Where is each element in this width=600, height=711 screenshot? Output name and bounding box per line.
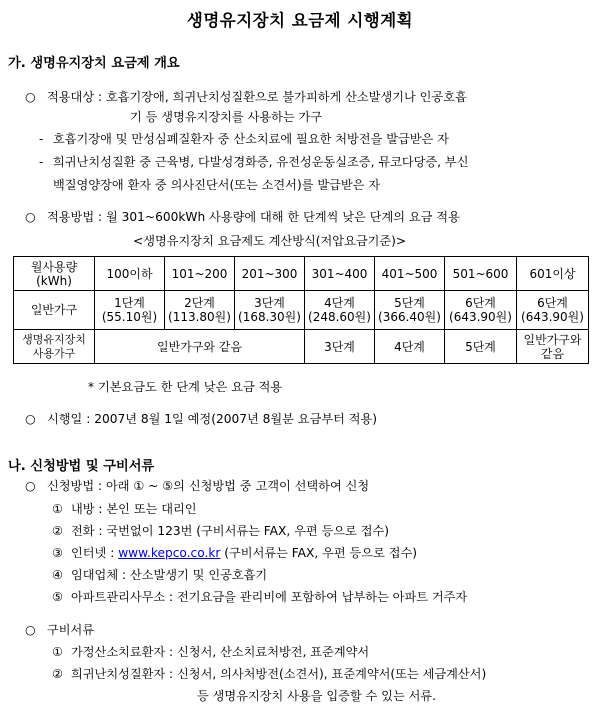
dash-item-2-text: 희귀난치성질환 중 근육병, 다발성경화증, 유전성운동실조증, 뮤코다당증, 부신: [53, 155, 469, 169]
target-text-2: 기 등 생명유지장치를 사용하는 가구: [130, 110, 323, 124]
docs-cont: 등 생명유지장치 사용을 입증할 수 있는 서류.: [197, 689, 437, 703]
number-marker: ⑤: [52, 590, 63, 604]
method-label: 적용방법 :: [47, 210, 103, 224]
table-header-cell: 월사용량 (kWh): [14, 257, 95, 291]
table-cell: 일반가구와 같음: [517, 330, 589, 364]
docs-label: 구비서류: [47, 623, 95, 637]
table-cell: 생명유지장치 사용가구: [14, 330, 95, 364]
list-item: ⑤ 아파트관리사무소 : 전기요금을 관리비에 포함하여 납부하는 아파트 거주자: [52, 590, 468, 604]
date-label: 시행일 :: [47, 412, 91, 426]
table-cell: 일반가구와 같음: [95, 330, 305, 364]
table-cell: 4단계 (248.60원): [305, 291, 375, 330]
number-marker: ①: [52, 645, 63, 659]
apply-line: [25, 477, 369, 494]
dash-item-1: [39, 130, 449, 147]
table-header-cell: 101~200: [165, 257, 235, 291]
dash-item-2-cont: 백질영양장애 환자 중 의사진단서(또는 소견서)를 발급받은 자: [53, 178, 381, 192]
table-cell: 5단계 (366.40원): [375, 291, 445, 330]
table-header-cell: 501~600: [445, 257, 517, 291]
table-row: [14, 291, 589, 330]
table-cell: 일반가구: [14, 291, 95, 330]
table-header-cell: 201~300: [235, 257, 305, 291]
table-cell: 3단계: [305, 330, 375, 364]
table-row: [14, 330, 589, 364]
table-cell: 6단계 (643.90원): [517, 291, 589, 330]
method-text: 월 301~600kWh 사용량에 대해 한 단계씩 낮은 단계의 요금 적용: [105, 210, 460, 224]
table-cell: 3단계 (168.30원): [235, 291, 305, 330]
dash-bullet-icon: -: [39, 155, 44, 169]
table-header-cell: 301~400: [305, 257, 375, 291]
circle-bullet-icon: ○: [25, 90, 36, 104]
circle-bullet-icon: ○: [25, 210, 36, 224]
table-cell: 6단계 (643.90원): [445, 291, 517, 330]
section-a-heading: 가. 생명유지장치 요금제 개요: [8, 56, 180, 71]
target-text-1: 호흡기장애, 희귀난치성질환으로 불가피하게 산소발생기나 인공호흡: [105, 90, 467, 104]
number-marker: ④: [52, 568, 63, 582]
number-marker: ②: [52, 667, 63, 681]
dash-bullet-icon: -: [39, 132, 44, 146]
date-line: [25, 410, 377, 427]
table-header-cell: 100이하: [95, 257, 165, 291]
number-marker: ②: [52, 524, 63, 538]
kepco-link[interactable]: www.kepco.co.kr: [118, 546, 221, 560]
rate-table: [13, 256, 589, 364]
number-marker: ①: [52, 502, 63, 516]
apply-label: 신청방법 :: [47, 479, 103, 493]
date-text: 2007년 8월 1일 예정(2007년 8월분 요금부터 적용): [94, 412, 378, 426]
apply-text: 아래 ① ~ ⑤의 신청방법 중 고객이 선택하여 신청: [105, 479, 370, 493]
target-label: 적용대상 :: [47, 90, 103, 104]
table-cell: 4단계: [375, 330, 445, 364]
circle-bullet-icon: ○: [25, 412, 36, 426]
target-line-1: [25, 88, 467, 105]
method-line: [25, 208, 460, 225]
footnote: * 기본요금도 한 단계 낮은 요금 적용: [88, 380, 283, 394]
list-item: ① 내방 : 본인 또는 대리인: [52, 502, 197, 516]
table-cell: 2단계 (113.80원): [165, 291, 235, 330]
list-item: ② 전화 : 국번없이 123번 (구비서류는 FAX, 우편 등으로 접수): [52, 524, 390, 538]
circle-bullet-icon: ○: [25, 623, 36, 637]
page-title: 생명유지장치 요금제 시행계획: [186, 11, 414, 30]
table-header-cell: 601이상: [517, 257, 589, 291]
docs-line: [25, 621, 94, 638]
table-header-cell: 401~500: [375, 257, 445, 291]
circle-bullet-icon: ○: [25, 479, 36, 493]
list-item: ③ 인터넷 : www.kepco.co.kr (구비서류는 FAX, 우편 등으로 접수): [52, 546, 418, 560]
list-item: ④ 임대업체 : 산소발생기 및 인공호흡기: [52, 568, 268, 582]
table-header-row: [14, 257, 589, 291]
list-item: ② 희귀난치성질환자 : 신청서, 의사처방전(소견서), 표준계약서(또는 세금계산서): [52, 667, 487, 681]
table-cell: 1단계 (55.10원): [95, 291, 165, 330]
number-marker: ③: [52, 546, 63, 560]
list-item: ① 가정산소치료환자 : 신청서, 산소치료처방전, 표준계약서: [52, 645, 370, 659]
section-b-heading: 나. 신청방법 및 구비서류: [8, 459, 155, 474]
table-cell: 5단계: [445, 330, 517, 364]
table-caption: <생명유지장치 요금제도 계산방식(저압요금기준)>: [133, 234, 407, 248]
dash-item-1-text: 호흡기장애 및 만성심폐질환자 중 산소치료에 필요한 처방전을 발급받은 자: [53, 132, 449, 146]
dash-item-2: [39, 153, 468, 170]
